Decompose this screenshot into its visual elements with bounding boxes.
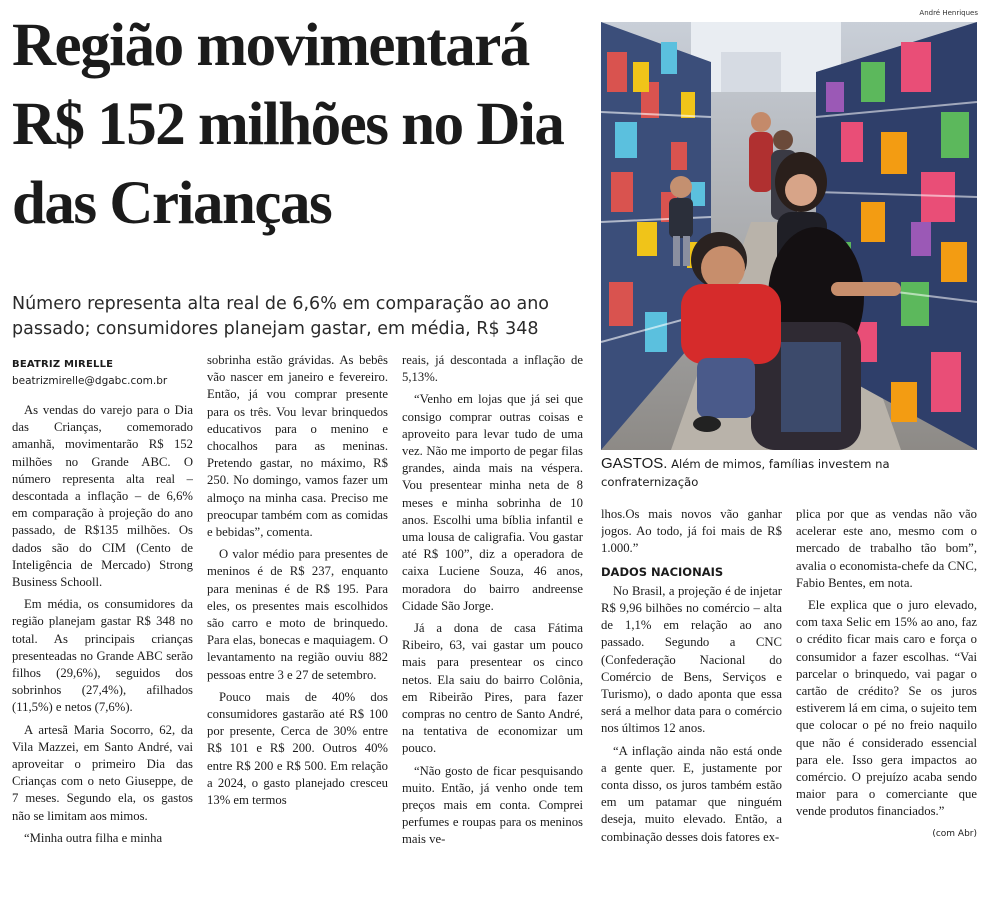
- paragraph: “A inflação ainda não está onde a gente quer. E, justamente por conta disso, os juros também estão em um patamar que ninguém deseja, muito elevado. Então, a combinação desses dois fatores ex-: [601, 743, 782, 844]
- paragraph: O valor médio para presentes de meninos é de R$ 237, enquanto para meninas é de R$ 195. Para eles, os presentes mais escolhidos são carro e moto de brinquedo. Para elas, bonecas e maquiagem. O levantamento na região ouviu 882 pessoas entre 3 e 27 de setembro.: [207, 547, 388, 682]
- byline: [12, 356, 192, 390]
- paragraph: “Venho em lojas que já sei que consigo comprar outras coisas e aproveito para levar tudo de uma vez. Não me importo de pegar filas grandes, ainda mais na véspera. Vou presentear minha neta de 8 meses e minha sobrinha de 10 anos. Escolhi uma bíblia infantil e uma lousa de caligrafia. Vou gastar até R$ 100”, diz a operadora de caixa Luciene Souza, 46 anos, moradora do bairro andreense Cidade São Jorge.: [402, 392, 583, 613]
- article-column-4: [601, 506, 782, 892]
- paragraph: “Não gosto de ficar pesquisando muito. Então, já venho onde tem preços mais em conta. Comprei perfumes e roupas para os meninos mais ve-: [402, 763, 583, 847]
- toy-store-illustration: [601, 22, 977, 450]
- article-column-5: [796, 506, 977, 892]
- caption-tag: GASTOS.: [601, 455, 668, 472]
- photo-caption: [601, 455, 981, 491]
- paragraph: plica por que as vendas não vão acelerar este ano, mesmo com o mercado de trabalho tão bom”, avalia o economista-chefe da CNC, Fabio Bentes, em nota.: [796, 507, 977, 590]
- author-name: BEATRIZ MIRELLE: [12, 359, 114, 370]
- article-column-2: [207, 352, 388, 892]
- subheadline: Número representa alta real de 6,6% em comparação ao ano passado; consumidores planejam gastar, em média, R$ 348: [12, 294, 550, 339]
- paragraph: Pouco mais de 40% dos consumidores gastarão até R$ 100 por presente, Cerca de 30% entre R$ 101 e R$ 200. Outros 40% entre R$ 200 e R$ 500. Em relação a 2024, o gasto planejado cresceu 13% em termos: [207, 689, 388, 808]
- article-column-3: [402, 352, 583, 892]
- paragraph: “Minha outra filha e minha: [24, 830, 163, 845]
- paragraph: lhos.Os mais novos vão ganhar jogos. Ao todo, já foi mais de R$ 1.000.”: [601, 507, 782, 556]
- paragraph: Ele explica que o juro elevado, com taxa Selic em 15% ao ano, faz o crédito ficar mais caro e força o consumidor a fazer escolhas. “Vai parcelar o brinquedo, vai pagar o cartão de crédito? Se os juros estiverem lá em cima, o sujeito tem que colocar o pé no freio naquilo que não é considerado essencial para ele. Isso gera impactos ao comércio. O prejuízo acaba sendo maior para o comerciante que vende produtos financiados.”: [796, 598, 977, 819]
- paragraph: reais, já descontada a inflação de 5,13%.: [402, 353, 583, 385]
- author-email: beatrizmirelle@dgabc.com.br: [12, 375, 168, 387]
- paragraph: As vendas do varejo para o Dia das Crianças, comemorado amanhã, movimentarão R$ 152 milhões no Grande ABC. O número representa alta real – descontada a inflação – de 6,6% em comparação à projeção do ano passado, de R$135 milhões. Os dados são do CIM (Cento de Inteligência de Mercado) Strong Business Schooll.: [12, 403, 193, 590]
- photo-credit: André Henriques: [919, 9, 978, 17]
- paragraph: A artesã Maria Socorro, 62, da Vila Mazzei, em Santo André, vai aproveitar o primeiro Dia das Crianças com o neto Giuseppe, de 7 meses. Segundo ela, os gastos não se limitam aos mimos.: [12, 722, 193, 823]
- paragraph: sobrinha estão grávidas. As bebês vão nascer em janeiro e fevereiro. Então, já vou comprar presente para os três. Vou levar brinquedos educativos para o menino e chocalhos para as meninas. Pretendo gastar, no máximo, R$ 250. No domingo, vamos fazer um almoço na minha casa. Preciso me preocupar também com as comidas e bebidas”, comenta.: [207, 353, 388, 540]
- article-photo: [601, 22, 977, 450]
- paragraph: Em média, os consumidores da região planejam gastar R$ 348 no total. As principais crianças presenteadas no Grande ABC serão filhos (29,6%), seguidos dos sobrinhos (27,4%), afilhados (11,5%) e netos (7,6%).: [12, 597, 193, 715]
- headline: Região movimentará R$ 152 milhões no Dia das Crianças: [12, 12, 564, 237]
- paragraph: Já a dona de casa Fátima Ribeiro, 63, vai gastar um pouco mais para presentear os cinco netos. Ela saiu do bairro Colônia, em Ribeirão Pires, para fazer compras no centro de Santo André, na tentativa de economizar um pouco.: [402, 621, 583, 756]
- paragraph: No Brasil, a projeção é de injetar R$ 9,96 bilhões no comércio – alta de 1,1% em relação ao ano passado. Segundo a CNC (Confederação Nacional do Comércio de Bens, Serviços e Turismo), o dado aponta que essa será a melhor data para o comércio nos últimos 12 anos.: [601, 583, 782, 736]
- section-heading: DADOS NACIONAIS: [601, 564, 724, 579]
- caption-text: Além de mimos, famílias investem na confraternização: [601, 457, 890, 489]
- source-credit: (com Abr): [932, 828, 977, 839]
- article-column-1: [12, 402, 193, 892]
